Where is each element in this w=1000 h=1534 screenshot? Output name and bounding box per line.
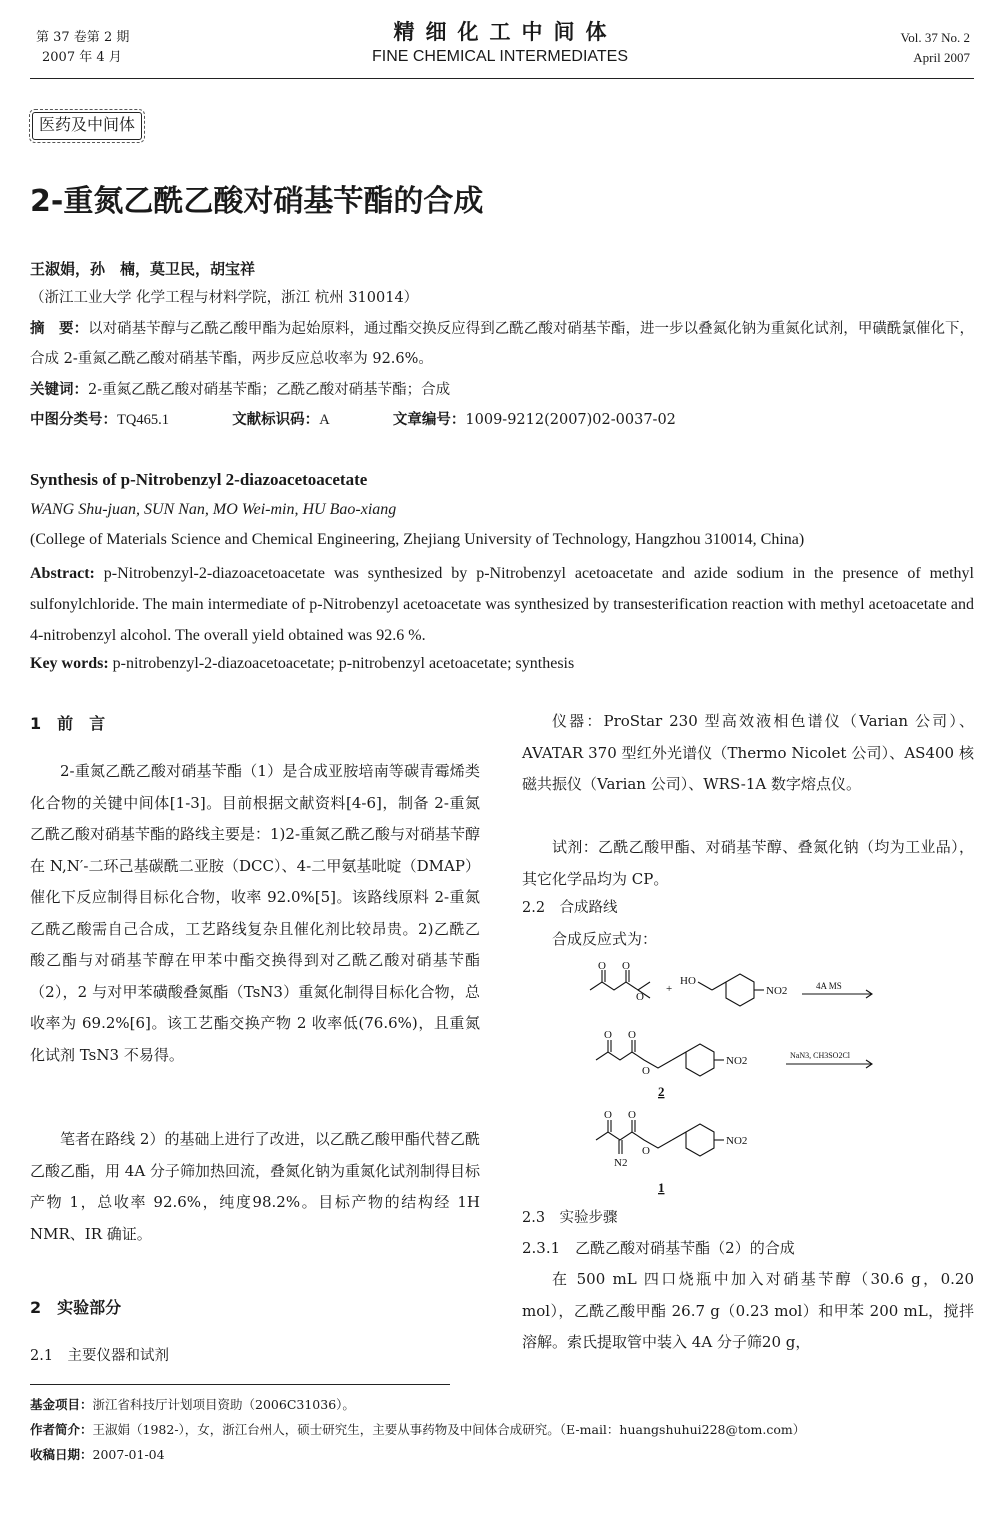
section-1-paragraph-2: 笔者在路线 2）的基础上进行了改进，以乙酰乙酸甲酯代替乙酰乙酸乙酯，用 4A 分子筛加热回流，叠氮化钠为重氮化试剂制得目标产物 1，总收率 92.6%，纯度98.2%。目标产物的结构经 1H NMR、IR 确证。 [30, 1130, 480, 1243]
footnotes [30, 1392, 974, 1467]
footnote-rule [30, 1384, 450, 1385]
svg-text:O: O [628, 1109, 636, 1121]
nitro-label-3: NO2 [726, 1135, 748, 1147]
diazo-label: N2 [614, 1157, 628, 1169]
english-abstract-label: Abstract: [30, 565, 95, 582]
english-keywords-label: Key words: [30, 655, 109, 672]
abstract-zh-text: 以对硝基苄醇与乙酰乙酸甲酯为起始原料，通过酯交换反应得到乙酰乙酸对硝基苄酯，进一步以叠氮化钠为重氮化试剂，甲磺酰氯催化下，合成 2-重氮乙酰乙酸对硝基苄酯，两步反应总收率为 92.6%。 [30, 321, 974, 367]
english-keywords [30, 652, 574, 676]
article-number-value: 1009-9212(2007)02-0037-02 [465, 412, 676, 428]
section-2-3-1-text: 在 500 mL 四口烧瓶中加入对硝基苄醇（30.6 g，0.20 mol），乙酰乙酸甲酯 26.7 g（0.23 mol）和甲苯 200 mL，搅拌溶解。索氏提取管中装入 4A 分子筛20 g， [522, 1270, 974, 1351]
english-affiliation: (College of Materials Science and Chemical Engineering, Zhejiang University of Technology, Hangzhou 310014, China) [30, 531, 805, 548]
keywords-zh [30, 375, 974, 405]
received-label: 收稿日期： [30, 1447, 93, 1462]
instruments-paragraph: 仪器：ProStar 230 型高效液相色谱仪（Varian 公司）、AVATAR 370 型红外光谱仪（Thermo Nicolet 公司）、AS400 核磁共振仪（Varian 公司）、WRS-1A 数字熔点仪。 [522, 712, 974, 793]
plus-sign: + [666, 983, 673, 995]
fund-text: 浙江省科技厅计划项目资助（2006C31036）。 [92, 1397, 355, 1412]
classification-line [30, 405, 974, 435]
journal-title-en: FINE CHEMICAL INTERMEDIATES [371, 48, 629, 65]
reagents-paragraph: 试剂：乙酰乙酸甲酯、对硝基苄醇、叠氮化钠（均为工业品），其它化学品均为 CP。 [522, 838, 974, 888]
svg-text:O: O [622, 962, 630, 972]
english-abstract-text: p-Nitrobenzyl-2-diazoacetoacetate was synthesized by p-Nitrobenzyl acetoacetate and azide sodium in the presence of methyl sulfonylchloride. The main intermediate of p-Nitrobenzyl acetoacetate was synthesized by transesterification reaction with methyl acetoacetate and 4-nitrobenzyl alcohol. The overall yield obtained was 92.6 %. [30, 565, 974, 644]
keywords-zh-label: 关键词： [30, 382, 88, 398]
methyl-acetoacetate-structure [590, 962, 650, 1003]
nitrobenzyl-alcohol-structure [680, 974, 787, 1006]
received-note [30, 1442, 974, 1467]
date-en: April 2007 [913, 50, 970, 65]
doc-code-label: 文献标识码： [232, 412, 320, 428]
issue-date: 2007 年 4 月 [42, 50, 122, 65]
svg-text:O: O [642, 1145, 650, 1157]
paper-title: 2-重氮乙酰乙酸对硝基苄酯的合成 [30, 184, 484, 219]
nitro-label-2: NO2 [726, 1055, 748, 1067]
nitro-label-1: NO2 [766, 985, 788, 997]
volume-en: Vol. 37 No. 2 [900, 30, 970, 45]
doc-code-value: A [319, 412, 330, 428]
author-bio-label: 作者简介： [30, 1422, 93, 1437]
section-2-2-heading: 2.2 合成路线 [522, 900, 618, 916]
condition-diazotization: NaN3, CH3SO2Cl [790, 1051, 851, 1060]
scheme-intro: 合成反应式为： [552, 930, 658, 948]
svg-text:O: O [604, 1109, 612, 1121]
svg-text:O: O [642, 1065, 650, 1077]
section-2-3-1-heading: 2.3.1 乙酰乙酸对硝基苄酯（2）的合成 [522, 1239, 795, 1257]
svg-text:O: O [598, 962, 606, 972]
section-tag: 医药及中间体 [32, 112, 142, 140]
author-bio-text: 王淑娟（1982-），女，浙江台州人，硕士研究生，主要从事药物及中间体合成研究。（E-mail：huangshuhui228@tom.com） [92, 1422, 806, 1437]
received-date: 2007-01-04 [92, 1447, 165, 1462]
article-number-label: 文章编号： [392, 412, 466, 428]
compound-2-label: 2 [658, 1084, 665, 1099]
section-1-paragraph-1: 2-重氮乙酰乙酸对硝基苄酯（1）是合成亚胺培南等碳青霉烯类化合物的关键中间体[1-3]。目前根据文献资料[4-6]，制备 2-重氮乙酰乙酸对硝基苄酯的路线主要是：1)2-重氮乙酰乙酸与对硝基苄醇在 N,N′-二环己基碳酰二亚胺（DCC）、4-二甲氨基吡啶（DMAP）催化下反应制得目标化合物，收率 92.0%[5]。该路线原料 2-重氮乙酰乙酸需自己合成，工艺路线复杂且催化剂比较昂贵。2)乙酰乙酸乙酯与对硝基苄醇在甲苯中酯交换得到对乙酰乙酸对硝基苄酯（2），2 与对甲苯磺酸叠氮酯（TsN3）重氮化制得目标化合物，总收率为 69.2%[6]。该工艺酯交换产物 2 收率低(76.6%)，且重氮化试剂 TsN3 不易得。 [30, 762, 481, 1064]
reaction-scheme [580, 962, 880, 1202]
issue-volume: 第 37 卷第 2 期 [36, 30, 130, 45]
affiliation-zh: （浙江工业大学 化学工程与材料学院，浙江 杭州 310014） [30, 290, 419, 306]
section-2-1-heading: 2.1 主要仪器和试剂 [30, 1348, 170, 1364]
english-authors: WANG Shu-juan, SUN Nan, MO Wei-min, HU Bao-xiang [30, 501, 397, 518]
compound-2-structure [596, 1029, 747, 1077]
journal-title-zh: 精细化工中间体 [393, 19, 618, 44]
journal-title [0, 18, 1000, 68]
header-rule [30, 78, 974, 79]
issue-info-en [901, 28, 970, 68]
compound-1-label: 1 [658, 1180, 665, 1195]
clc-label: 中图分类号： [30, 412, 117, 428]
compound-1-structure [596, 1109, 747, 1169]
section-2-3-heading: 2.3 实验步骤 [522, 1210, 618, 1226]
authors-zh: 王淑娟，孙 楠，莫卫民，胡宝祥 [30, 260, 256, 278]
svg-text:O: O [604, 1029, 612, 1041]
english-keywords-text: p-nitrobenzyl-2-diazoacetoacetate; p-nitrobenzyl acetoacetate; synthesis [112, 655, 575, 672]
abstract-zh-label: 摘 要： [30, 321, 89, 337]
condition-4a-ms: 4A MS [816, 981, 842, 991]
section-1-heading: 1 前 言 [30, 714, 106, 733]
fund-label: 基金项目： [30, 1397, 93, 1412]
fund-note [30, 1392, 974, 1417]
english-abstract [30, 558, 974, 651]
svg-text:O: O [636, 991, 644, 1003]
english-title: Synthesis of p-Nitrobenzyl 2-diazoacetoacetate [30, 470, 368, 489]
hydroxyl-label: HO [680, 975, 696, 987]
abstract-zh [30, 314, 974, 374]
clc-value: TQ465.1 [117, 412, 169, 428]
section-2-heading: 2 实验部分 [30, 1298, 122, 1317]
keywords-zh-text: 2-重氮乙酰乙酸对硝基苄酯；乙酰乙酸对硝基苄酯；合成 [88, 382, 451, 398]
svg-text:O: O [628, 1029, 636, 1041]
author-note [30, 1417, 974, 1442]
